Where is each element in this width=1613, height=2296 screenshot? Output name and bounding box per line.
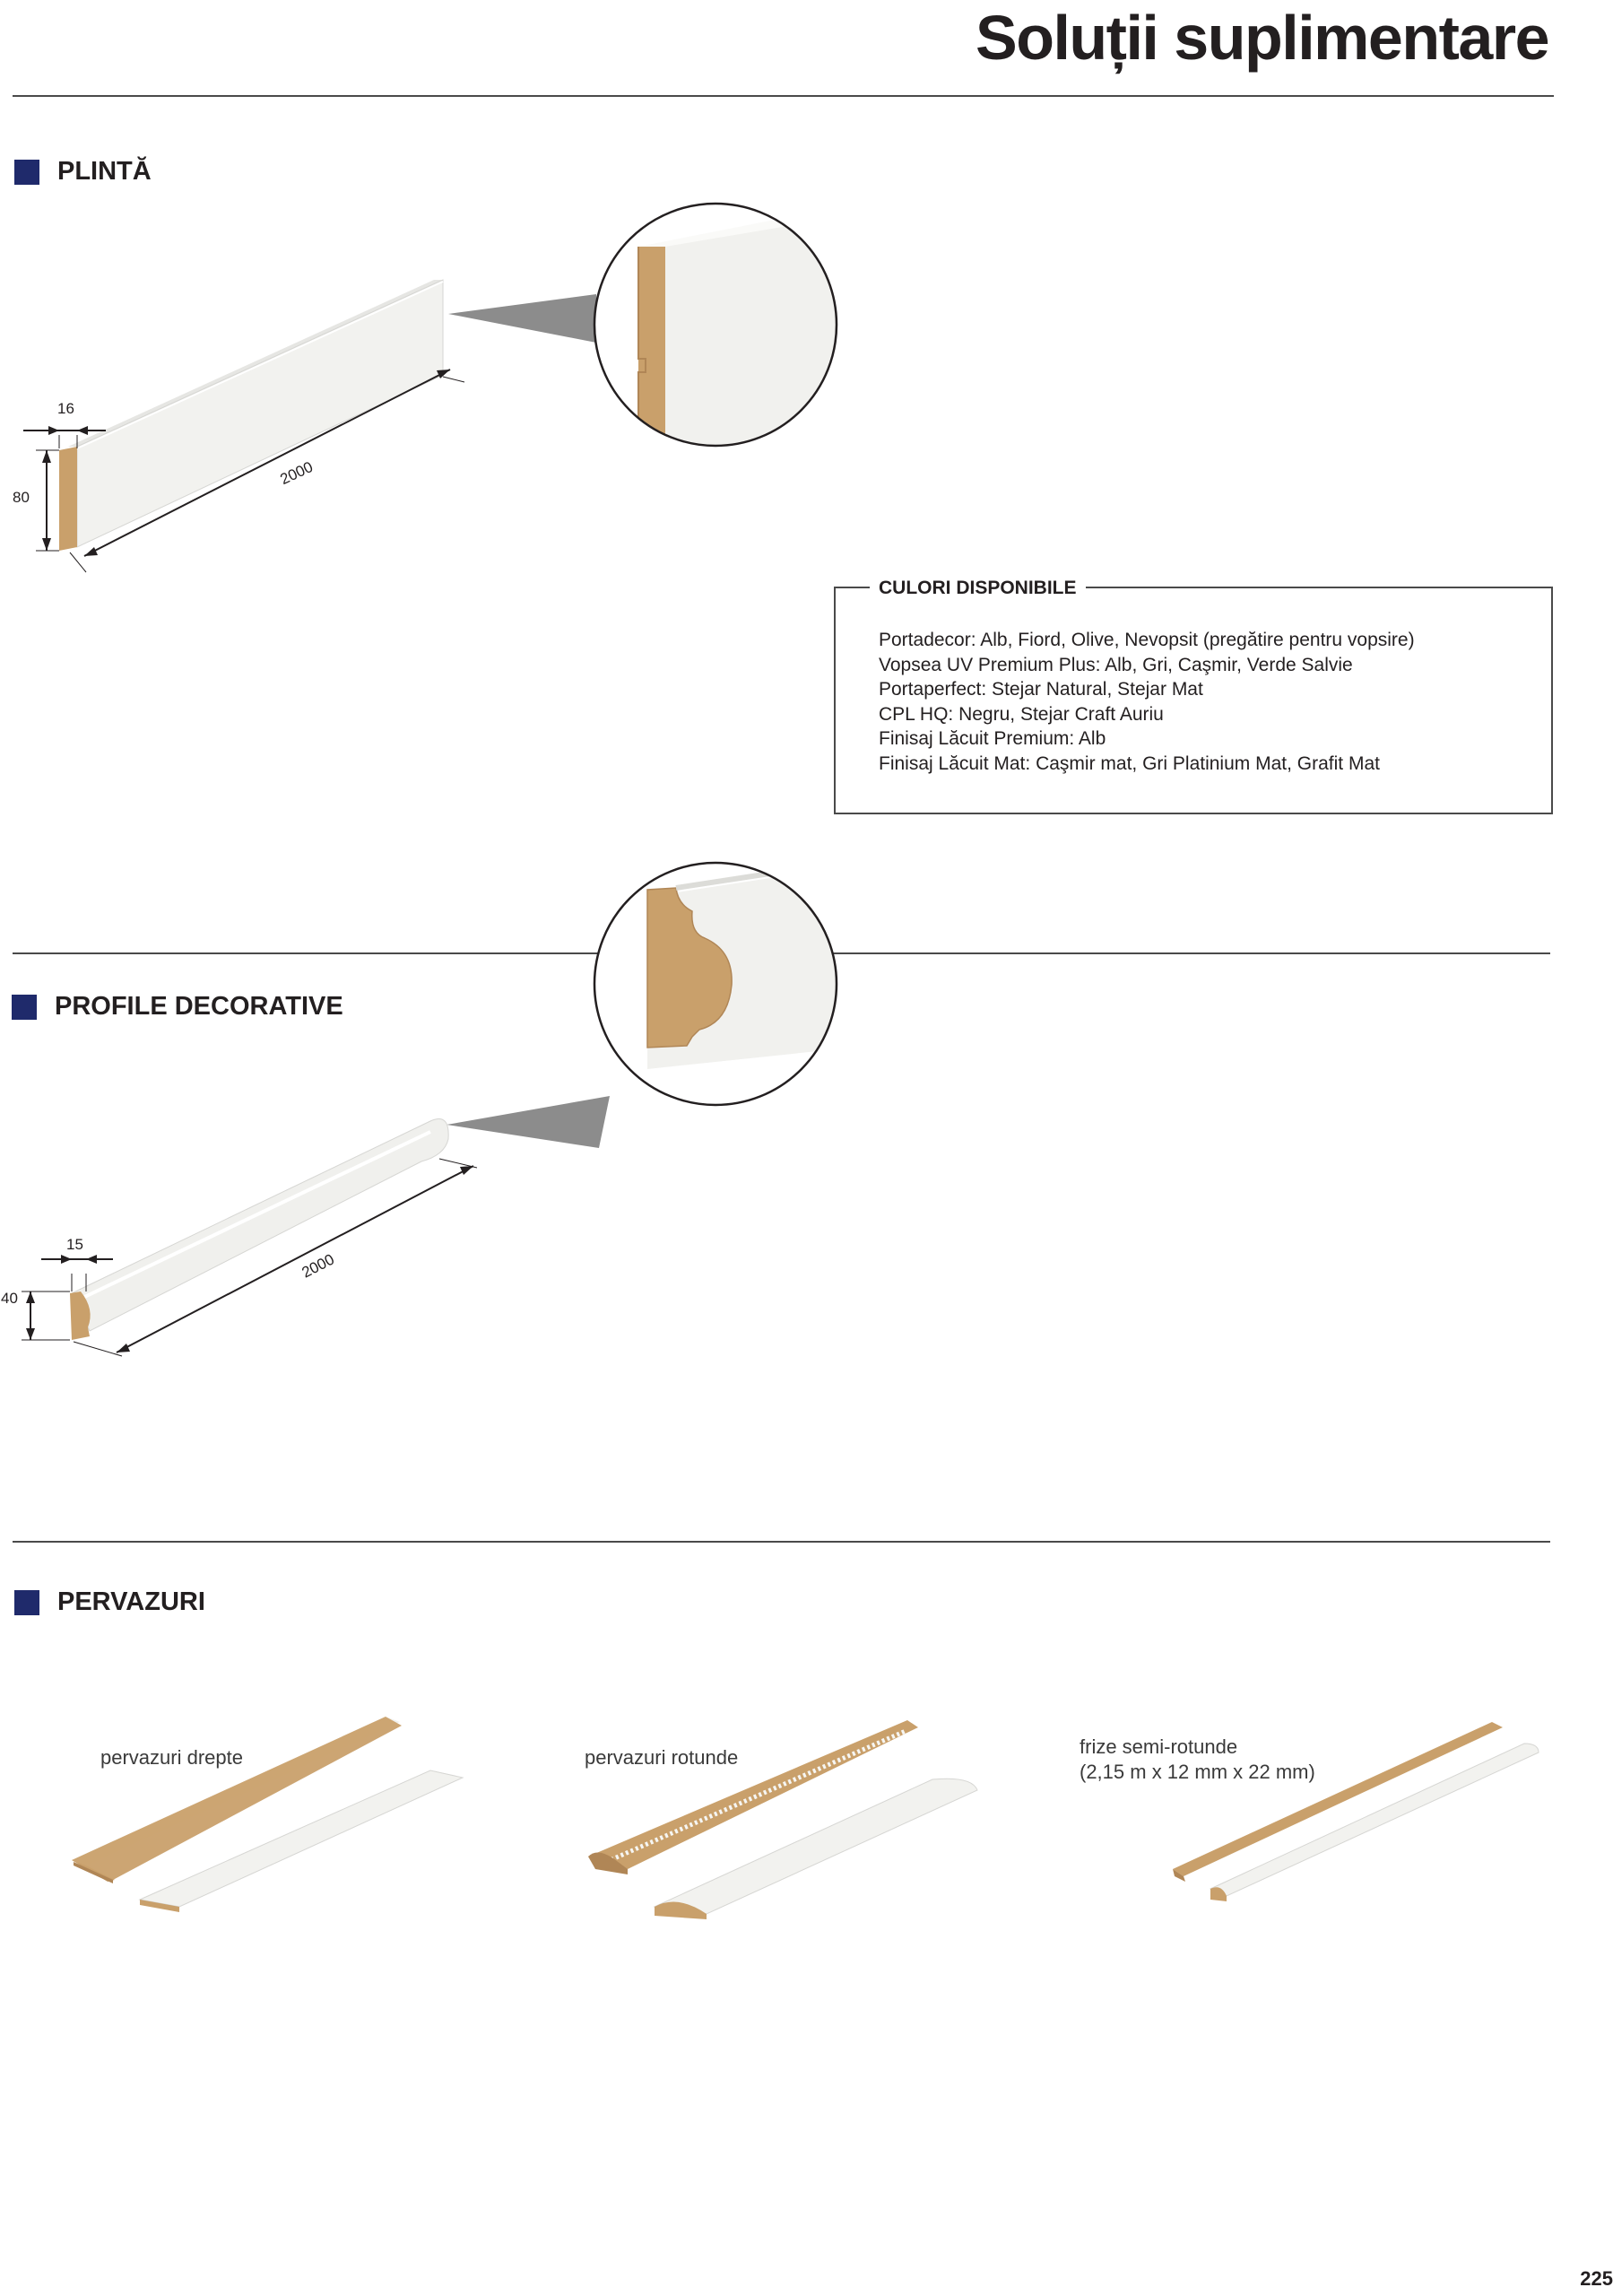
colors-line: Portaperfect: Stejar Natural, Stejar Mat <box>879 679 1203 700</box>
friza-alb <box>1210 1744 1539 1901</box>
friza-mdf <box>1173 1722 1503 1882</box>
page-number: 225 <box>1580 2267 1613 2290</box>
dim-thickness-label: 16 <box>57 400 74 417</box>
dim-height-label: 80 <box>13 489 30 506</box>
dim-thickness-label: 15 <box>66 1236 83 1253</box>
section-title: PLINTĂ <box>57 157 152 186</box>
dim-length-label: 2000 <box>299 1250 337 1282</box>
pervaz-drept-alb <box>140 1770 463 1912</box>
pervazuri-illustrations <box>0 1704 1613 1937</box>
section-marker-icon <box>14 1590 39 1615</box>
section-title: PROFILE DECORATIVE <box>55 992 343 1021</box>
colors-box-title: CULORI DISPONIBILE <box>870 578 1086 599</box>
colors-line: Portadecor: Alb, Fiord, Olive, Nevopsit (pregătire pentru vopsire) <box>879 630 1415 650</box>
colors-list <box>879 628 1415 776</box>
colors-line: Finisaj Lăcuit Mat: Caşmir mat, Gri Platinium Mat, Grafit Mat <box>879 752 1380 774</box>
dim-length-label: 2000 <box>277 457 316 489</box>
profile-illustration <box>0 0 861 1399</box>
section-divider <box>13 1541 1550 1543</box>
pervaz-rotund-mdf <box>588 1720 918 1874</box>
page-title: Soluții suplimentare <box>976 3 1548 73</box>
section-header-pervazuri <box>14 1587 205 1617</box>
caption-frize-dimensions: (2,15 m x 12 mm x 22 mm) <box>1080 1761 1315 1783</box>
colors-line: Finisaj Lăcuit Premium: Alb <box>879 728 1106 749</box>
zoom-callout-wedge <box>447 1096 610 1148</box>
caption-pervazuri-rotunde: pervazuri rotunde <box>585 1746 739 1769</box>
caption-pervazuri-drepte: pervazuri drepte <box>100 1746 243 1769</box>
caption-frize-semi-rotunde: frize semi-rotunde <box>1080 1735 1238 1758</box>
section-title: PERVAZURI <box>57 1587 205 1616</box>
pervaz-rotund-alb <box>655 1779 977 1919</box>
dim-height-label: 40 <box>1 1290 18 1307</box>
colors-line: CPL HQ: Negru, Stejar Craft Auriu <box>879 703 1164 725</box>
colors-line: Vopsea UV Premium Plus: Alb, Gri, Caşmir, Verde Salvie <box>879 654 1353 675</box>
